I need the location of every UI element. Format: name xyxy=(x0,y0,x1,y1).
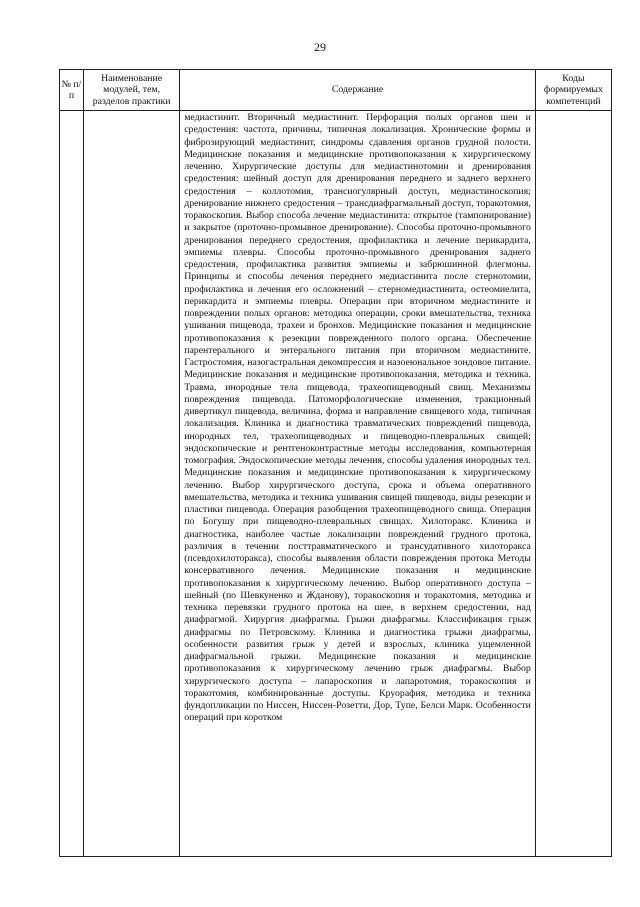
header-num: № п/п xyxy=(60,70,84,111)
table-header-row xyxy=(60,70,612,111)
header-codes: Коды формируемых компетенций xyxy=(535,70,611,111)
table-row xyxy=(60,111,612,857)
row-num-cell xyxy=(60,111,84,857)
row-module-cell xyxy=(84,111,180,857)
curriculum-table xyxy=(59,69,612,857)
header-content: Содержание xyxy=(180,70,536,111)
row-codes-cell xyxy=(535,111,611,857)
header-modules: Наименование модулей, тем, разделов практики xyxy=(84,70,180,111)
row-content-cell: медиастинит. Вторичный медиастинит. Перфорация полых органов шеи и средостения: частота, причины, типичная локализация. Хронические формы и фиброзирующий медиастинит, синдромы сдавления органов грудной полости. Медицинские показания и медицинские противопоказания к хирургическому лечению. Хирургические доступы для медиастинотомии и дренирования средостения: шейный доступ для дренирования переднего и заднего верхнего средостения – коллотомия, трансиогулярный доступ, медиастиноскопия; дренирование нижнего средостения – трансдиафрагмальный доступ, торакотомия, торакоскопия. Выбор способа лечение медиастинита: открытое (тампонирование) и закрытое (проточно-промывное дренирование). Способы проточно-промывного дренирования переднего средостения, профилактика и лечение перикардита, эмпиемы плевры. Способы проточно-промывного дренирования заднего средостения, профилактика развития эмпиемы и забрюшинной флегмоны. Принципы и способы лечения переднего медиастинита после стернотомии, профилактика и лечения его осложнений – стерномедиастинита, остеомиелита, перикардита и эмпиемы плевры. Операции при вторичном медиастините и повреждении полых органов: методика операции, сроки вмешательства, техника ушивания пищевода, трахеи и бронхов. Медицинские показания и медицинские противопоказания к резекции поврежденного полого органа. Обеспечение парентерального и энтерального питания при вторичном медиастините. Гастростомия, назогастральная декомпрессия и назоеюнальное зондовое питание. Медицинские показания и медицинские противопоказания, методика и техника. Травма, инородные тела пищевода, трахеопищеводный свищ. Механизмы повреждения пищевода. Патоморфологические изменения, тракционный дивертикул пищевода, величина, форма и направление свищевого хода, типичная локализация. Клиника и диагностика травматических повреждений пищевода, инородных тел, трахеопищеводных и пищеводно-плевральных свищей; эндоскопические и рентгеноконтрастные методы исследования, компьютерная томография. Эндоскопические методы лечения, способы удаления инородных тел. Медицинские показания и медицинские противопоказания к хирургическому лечению. Выбор хирургического доступа, срока и объема оперативного вмешательства, методика и техника ушивания свищей пищевода, виды резекции и пластики пищевода. Операция разобщения трахеопищеводного свища. Операция по Богушу при пищеводно-плевральных свищах. Хилоторакс. Клиника и диагностика, наиболее частые локализации повреждений грудного протока, различия в течении посттравматического и трансудативного хилоторакса (псевдохилоторакса), способы выявления области повреждения протока Методы консервативного лечения. Медицинские показания и медицинские противопоказания к хирургическому лечению. Выбор оперативного доступа – шейный (по Шевкуненко и Жданову), торакоскопия и торакотомия, методика и техника перевязки грудного протока на шее, в верхнем средостении, над диафрагмой. Хирургия диафрагмы. Грыжи диафрагмы. Классификация грыж диафрагмы по Петровскому. Клиника и диагностика грыжи диафрагмы, особенности развития грыж у детей и взрослых, клиника ущемленной диафрагмальной грыжи. Медицинские показания и медицинские противопоказания к хирургическому лечению грыж диафрагмы. Выбор хирургического доступа – лапароскопия и лапаротомия, торакоскопия и торакотомия, комбинированные доступы. Круорафия, методика и техника фундопликации по Ниссен, Ниссен-Розетти, Дор, Тупе, Белси Марк. Особенности операций при коротком xyxy=(180,111,536,857)
page-number: 29 xyxy=(314,40,326,54)
